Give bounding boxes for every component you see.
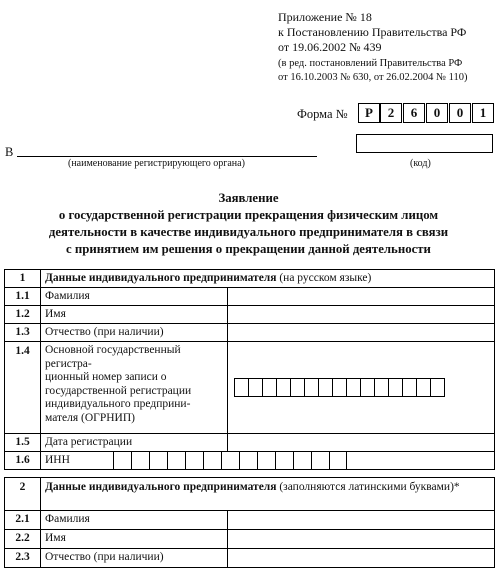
form-number-label: Форма № [297, 107, 348, 121]
row-number: 1.1 [5, 288, 41, 306]
name-label: Имя [41, 306, 228, 324]
ogrnip-digit-box[interactable] [374, 378, 389, 397]
ogrnip-label-line: регистра- [45, 357, 92, 370]
row-number: 1.2 [5, 306, 41, 324]
ogrnip-digit-box[interactable] [290, 378, 305, 397]
inn-digit-box[interactable] [131, 452, 149, 469]
table-row [5, 452, 495, 470]
latin-patronymic-field[interactable] [228, 549, 495, 568]
ogrnip-digit-box[interactable] [430, 378, 445, 397]
addressee-prefix: В [5, 145, 14, 159]
ogrnip-label [41, 342, 228, 434]
row-number: 2.2 [5, 530, 41, 549]
form-code-char: 1 [472, 103, 494, 123]
form-code-char: 6 [403, 103, 425, 123]
inn-digit-box[interactable] [257, 452, 275, 469]
row-number: 1.6 [5, 452, 41, 470]
inn-cell [41, 452, 495, 470]
latin-name-label: Имя [41, 530, 228, 549]
ogrnip-digit-box[interactable] [248, 378, 263, 397]
table-row [5, 434, 495, 452]
ogrnip-digit-box[interactable] [346, 378, 361, 397]
form-code-char: Р [358, 103, 380, 123]
ogrnip-digit-boxes[interactable] [234, 378, 494, 397]
ogrnip-field[interactable] [228, 342, 495, 434]
registration-date-label: Дата регистрации [41, 434, 228, 452]
latin-patronymic-label: Отчество (при наличии) [41, 549, 228, 568]
revision-line-2: от 16.10.2003 № 630, от 26.02.2004 № 110) [278, 72, 468, 83]
document-title: Заявление [218, 191, 279, 205]
name-field[interactable] [228, 306, 495, 324]
ogrnip-digit-box[interactable] [304, 378, 319, 397]
inn-digit-box[interactable] [203, 452, 221, 469]
ogrnip-digit-box[interactable] [416, 378, 431, 397]
form-code-char: 0 [449, 103, 471, 123]
row-number: 1.3 [5, 324, 41, 342]
registering-organ-caption: (наименование регистрирующего органа) [68, 158, 245, 169]
ogrnip-digit-box[interactable] [402, 378, 417, 397]
section-1-heading-bold: Данные индивидуального предпринимателя [45, 271, 277, 284]
decree-date-line: от 19.06.2002 № 439 [278, 40, 382, 54]
ogrnip-label-line: индивидуального предприни- [45, 398, 191, 410]
section-1-heading [41, 270, 495, 288]
section-2-heading-bold: Данные индивидуального предпринимателя [45, 481, 277, 493]
ogrnip-label-line: Основной государственный [45, 344, 181, 356]
document-subtitle-3: с принятием им решения о прекращении данной деятельности [66, 242, 431, 256]
appendix-line: Приложение № 18 [278, 10, 372, 24]
table-row [5, 324, 495, 342]
latin-surname-label: Фамилия [41, 511, 228, 530]
ogrnip-digit-box[interactable] [360, 378, 375, 397]
ogrnip-digit-box[interactable] [332, 378, 347, 397]
organ-code-caption: (код) [410, 158, 431, 169]
surname-label: Фамилия [41, 288, 228, 306]
section-1-table [4, 269, 495, 470]
table-row [5, 549, 495, 568]
section-2-table [4, 477, 495, 568]
row-number: 1.5 [5, 434, 41, 452]
section-2-heading-note: (заполняются латинскими буквами)* [276, 481, 460, 493]
section-2-heading [41, 478, 495, 511]
organ-code-field[interactable] [356, 134, 493, 153]
inn-digit-box[interactable] [113, 452, 131, 469]
decree-line: к Постановлению Правительства РФ [278, 25, 467, 39]
latin-name-field[interactable] [228, 530, 495, 549]
section-1-number: 1 [5, 270, 41, 288]
table-row [5, 342, 495, 434]
table-row [5, 288, 495, 306]
ogrnip-digit-box[interactable] [276, 378, 291, 397]
row-number: 2.3 [5, 549, 41, 568]
form-code-boxes [358, 103, 494, 123]
ogrnip-label-line: мателя (ОГРНИП) [45, 411, 135, 424]
inn-digit-box[interactable] [293, 452, 311, 469]
ogrnip-label-line: ционный номер записи о [45, 371, 167, 383]
ogrnip-digit-box[interactable] [318, 378, 333, 397]
document-subtitle-1: о государственной регистрации прекращения физическим лицом [58, 208, 439, 222]
section-1-heading-note: (на русском языке) [276, 271, 372, 284]
form-code-char: 0 [426, 103, 448, 123]
inn-digit-boxes[interactable] [113, 452, 347, 469]
inn-digit-box[interactable] [149, 452, 167, 469]
document-subtitle-2: деятельности в качестве индивидуального предпринимателя в связи [48, 225, 449, 239]
inn-digit-box[interactable] [167, 452, 185, 469]
row-number: 2.1 [5, 511, 41, 530]
table-row [5, 530, 495, 549]
table-row [5, 511, 495, 530]
patronymic-label: Отчество (при наличии) [41, 324, 228, 342]
surname-field[interactable] [228, 288, 495, 306]
table-row [5, 306, 495, 324]
form-code-char: 2 [380, 103, 402, 123]
inn-digit-box[interactable] [275, 452, 293, 469]
ogrnip-digit-box[interactable] [388, 378, 403, 397]
inn-digit-box[interactable] [185, 452, 203, 469]
latin-surname-field[interactable] [228, 511, 495, 530]
section-2-number: 2 [5, 478, 41, 511]
registration-date-field[interactable] [228, 434, 495, 452]
inn-digit-box[interactable] [239, 452, 257, 469]
ogrnip-label-line: государственной регистрации [45, 384, 192, 397]
registering-organ-field[interactable] [17, 156, 317, 157]
ogrnip-digit-box[interactable] [262, 378, 277, 397]
inn-digit-box[interactable] [221, 452, 239, 469]
row-number: 1.4 [5, 342, 41, 434]
inn-digit-box[interactable] [329, 452, 347, 469]
inn-digit-box[interactable] [311, 452, 329, 469]
revision-line-1: (в ред. постановлений Правительства РФ [278, 58, 463, 69]
inn-label: ИНН [45, 453, 70, 466]
patronymic-field[interactable] [228, 324, 495, 342]
ogrnip-digit-box[interactable] [234, 378, 249, 397]
